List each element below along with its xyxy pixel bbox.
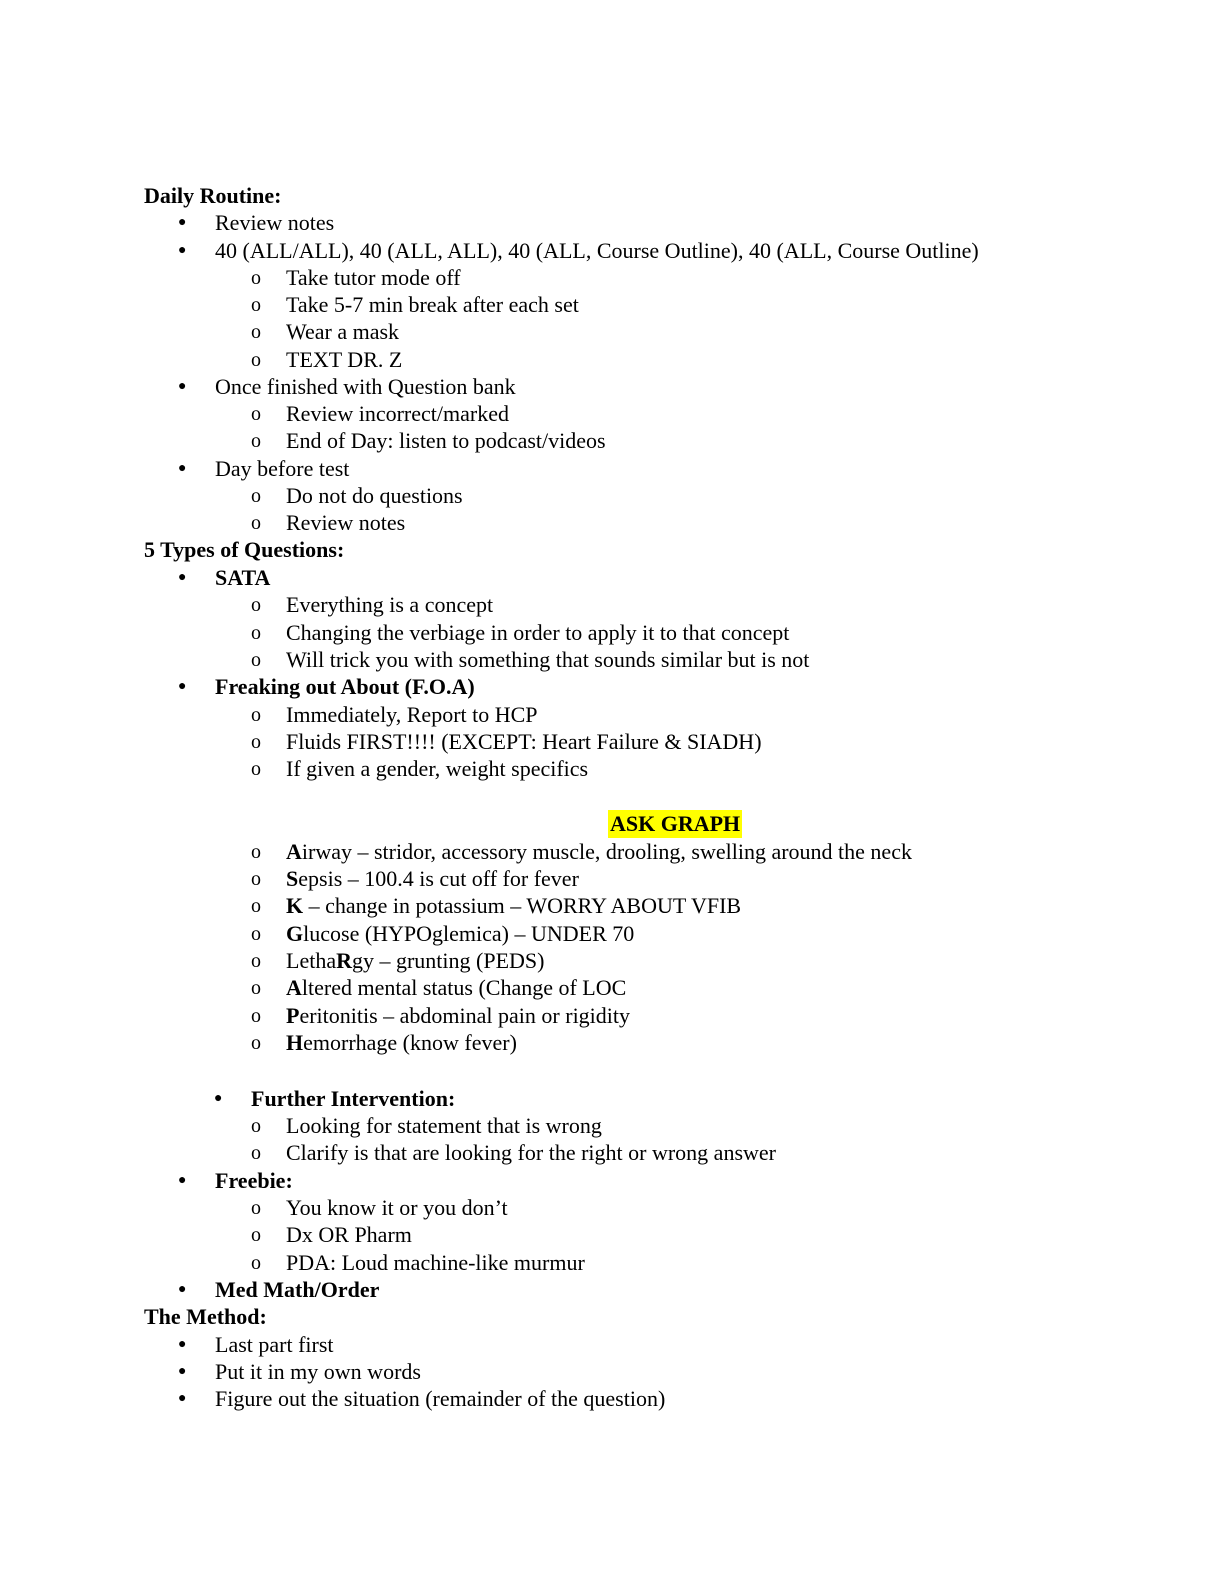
bullet-icon: ● [178, 1364, 187, 1379]
document-page: Daily Routine: ● Review notes ● 40 (ALL/ALL), 40 (ALL, ALL), 40 (ALL, Course Outline), 40 (ALL, Course Outline) o Take tutor mode off o Take 5-7 min break after each set o Wear a mask o TEXT DR. Z ● Once finished with Question bank o Review incorrect/marked o End of Day: listen to podcast/videos ● Day before test o Do not do questions o Review notes 5 Types of Questions: ● SATA o Everything is a concept o Changing the verbiage in order to apply it to that concept o Will trick you with something that sounds similar but is not ● Freaking out About (F.O.A) o Immediately, Report to HCP o Fluids FIRST!!!! (EXCEPT: Heart Failure & SIADH) o If given a gender, weight specifics ASK GRAPH o Airway – stridor, accessory muscle, drooling, swelling around the neck o Sepsis – 100.4 is cut off for fever o K – change in potassium – WORRY ABOUT VFIB o Glucose (HYPOglemica) – UNDER 70 o LethaRgy – grunting (PEDS) o Altered mental status (Change of LOC o Peritonitis – abdominal pain or rigidity o Hemorrhage (know fever) ● Further Intervention: o Looking for statement that is wrong o Clarify is that are looking for the right or wrong answer ● Freebie: o You know it or you don’t o Dx OR Pharm o PDA: Loud machine-like murmur ● Med Math/Order The Method: ● Last part first ● Put it in my own words ● Figure out the situation (remainder of the question) [144, 183, 979, 1411]
sub-bullet-icon: o [251, 1115, 261, 1137]
sub-bullet-icon: o [251, 895, 261, 917]
sub-bullet-icon: o [251, 923, 261, 945]
sub-bullet-icon: o [251, 403, 261, 425]
sub-bullet-icon: o [251, 950, 261, 972]
bullet-icon: ● [178, 379, 187, 394]
bullet-icon: ● [178, 461, 187, 476]
sub-bullet-icon: o [251, 485, 261, 507]
heading-daily-routine: Daily Routine: [144, 183, 282, 208]
sub-bullet-icon: o [251, 349, 261, 371]
sub-bullet-icon: o [251, 758, 261, 780]
bullet-icon: ● [178, 1173, 187, 1188]
bullet-icon: ● [178, 243, 187, 258]
sub-bullet-icon: o [251, 430, 261, 452]
bullet-icon: ● [178, 679, 187, 694]
sub-bullet-icon: o [251, 704, 261, 726]
sub-bullet-icon: o [251, 1032, 261, 1054]
sub-bullet-icon: o [251, 868, 261, 890]
sub-bullet-icon: o [251, 649, 261, 671]
sub-bullet-icon: o [251, 1197, 261, 1219]
bullet-icon: ● [214, 1091, 223, 1106]
bullet-icon: ● [178, 1282, 187, 1297]
graph-title: ASK GRAPH [610, 811, 741, 836]
sub-bullet-icon: o [251, 1005, 261, 1027]
sub-bullet-icon: o [251, 1224, 261, 1246]
sub-bullet-icon: o [251, 1142, 261, 1164]
bullet-icon: ● [178, 1337, 187, 1352]
bullet-icon: ● [178, 1391, 187, 1406]
sub-bullet-icon: o [251, 977, 261, 999]
sub-bullet-icon: o [251, 841, 261, 863]
sub-bullet-icon: o [251, 1252, 261, 1274]
sub-bullet-icon: o [251, 731, 261, 753]
bullet-icon: ● [178, 215, 187, 230]
sub-bullet-icon: o [251, 321, 261, 343]
sub-bullet-icon: o [251, 622, 261, 644]
sub-bullet-icon: o [251, 512, 261, 534]
heading-question-types: 5 Types of Questions: [144, 537, 345, 562]
heading-the-method: The Method: [144, 1304, 267, 1329]
sub-bullet-icon: o [251, 267, 261, 289]
bullet-icon: ● [178, 570, 187, 585]
sub-bullet-icon: o [251, 294, 261, 316]
sub-bullet-icon: o [251, 594, 261, 616]
